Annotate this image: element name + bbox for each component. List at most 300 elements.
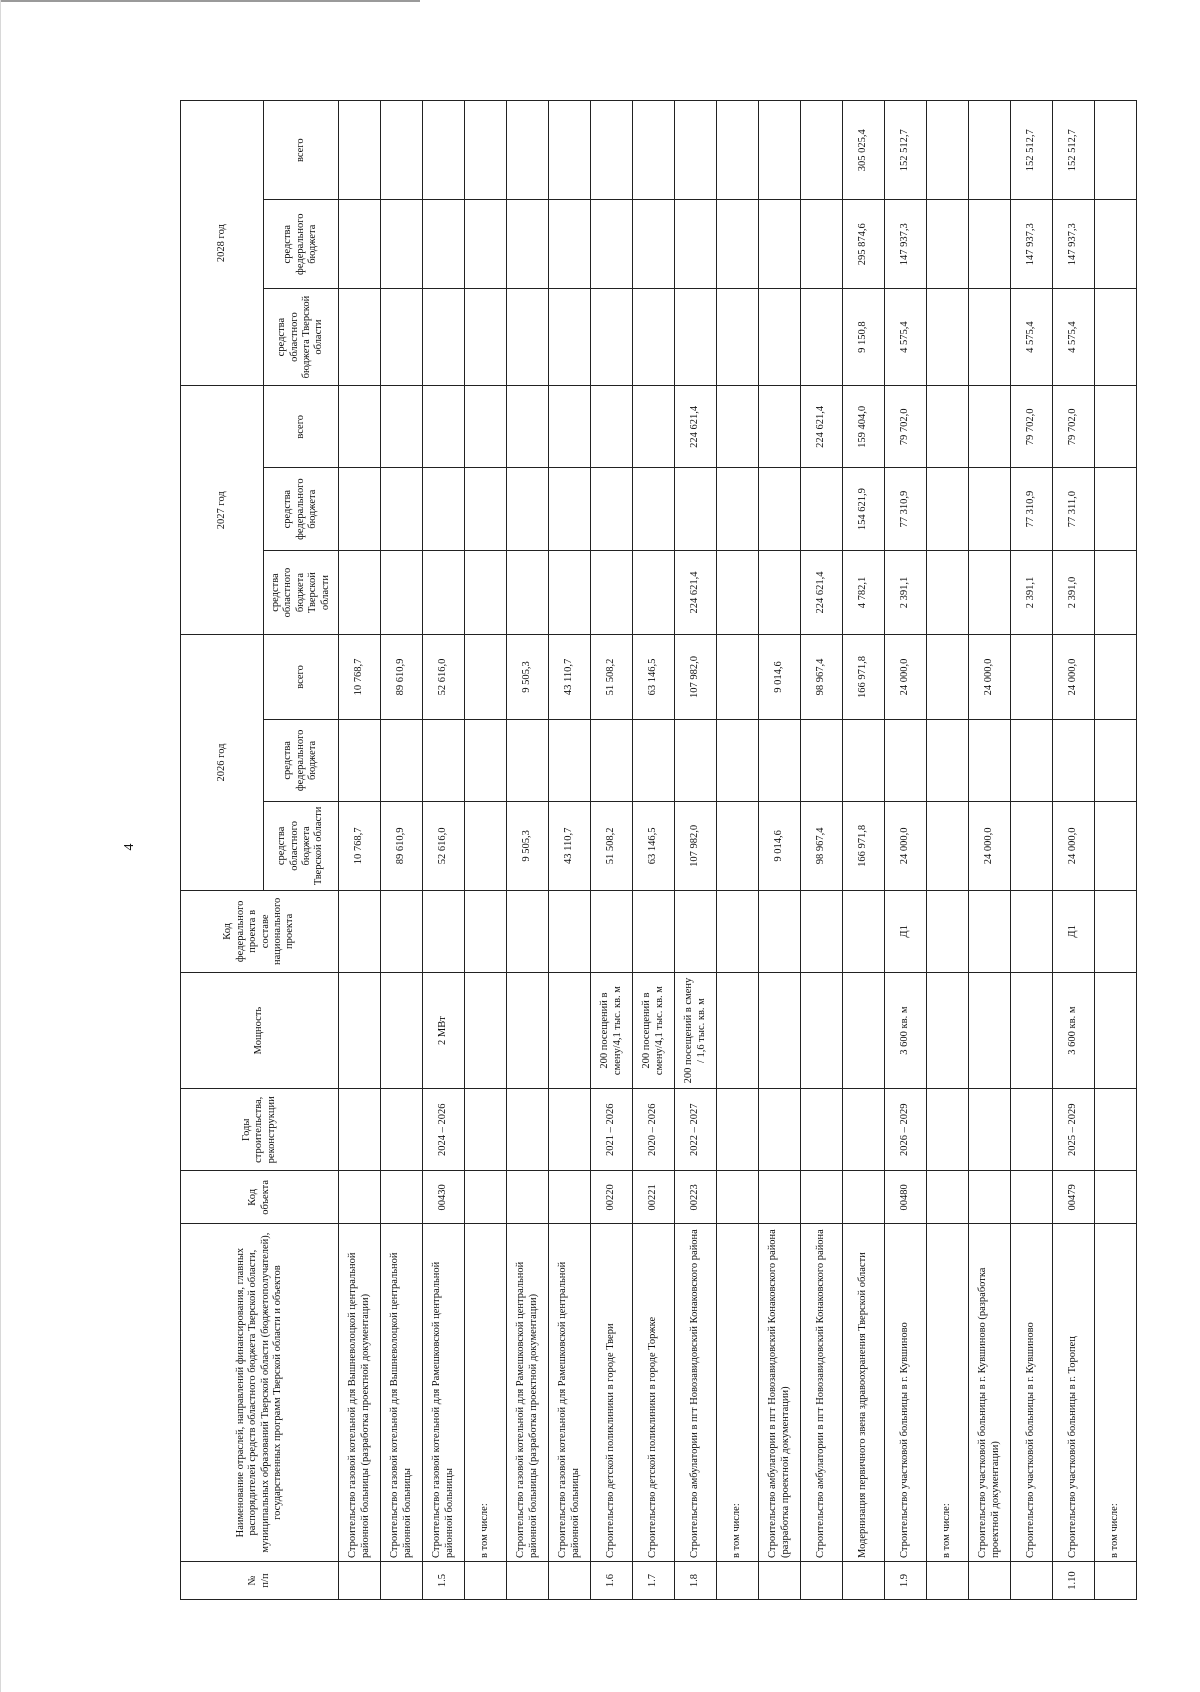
header-2026-regional: средства областного бюджета Тверской области — [264, 802, 339, 891]
row-number — [549, 1562, 591, 1600]
rotated-page-content — [180, 100, 1137, 1600]
row-capacity — [927, 973, 969, 1089]
cell-2026-regional: 9 014,6 — [759, 802, 801, 891]
row-name: Строительство газовой котельной для Вышневолоцкой центральной районной больницы — [381, 1224, 423, 1562]
row-number — [381, 1562, 423, 1600]
row-years: 2025 – 2029 — [1053, 1089, 1095, 1171]
row-name: Строительство газовой котельной для Рамешковской центральной районной больницы — [423, 1224, 465, 1562]
table-row — [801, 101, 843, 1600]
row-object-code: 00223 — [675, 1171, 717, 1224]
cell-2028-regional: 4 575,4 — [885, 289, 927, 386]
row-capacity — [717, 973, 759, 1089]
cell-2026-total: 51 508,2 — [591, 635, 633, 719]
row-name: в том числе: — [1095, 1224, 1137, 1562]
row-object-code: 00430 — [423, 1171, 465, 1224]
cell-2026-total: 52 616,0 — [423, 635, 465, 719]
cell-2027-total: 224 621,4 — [801, 386, 843, 468]
cell-2026-federal — [339, 719, 381, 801]
cell-2028-total — [927, 101, 969, 200]
row-project-code — [843, 890, 885, 972]
row-capacity — [1095, 973, 1137, 1089]
row-object-code — [549, 1171, 591, 1224]
header-year-2026: 2026 год — [181, 635, 264, 890]
row-object-code — [843, 1171, 885, 1224]
table-row — [507, 101, 549, 1600]
row-project-code — [1095, 890, 1137, 972]
header-year-2027: 2027 год — [181, 386, 264, 635]
cell-2026-total — [927, 635, 969, 719]
row-project-code: Д1 — [885, 890, 927, 972]
cell-2027-total: 79 702,0 — [885, 386, 927, 468]
cell-2026-federal — [717, 719, 759, 801]
header-2026-total: всего — [264, 635, 339, 719]
cell-2026-federal — [675, 719, 717, 801]
cell-2028-total — [591, 101, 633, 200]
cell-2028-regional — [507, 289, 549, 386]
row-years — [969, 1089, 1011, 1171]
cell-2027-total — [633, 386, 675, 468]
row-number — [717, 1562, 759, 1600]
row-name: Строительство участковой больницы в г. Кувшиново (разработка проектной документации) — [969, 1224, 1011, 1562]
cell-2026-regional: 24 000,0 — [1053, 802, 1095, 891]
row-project-code — [675, 890, 717, 972]
cell-2028-total — [675, 101, 717, 200]
cell-2026-total: 9 505,3 — [507, 635, 549, 719]
cell-2028-federal: 147 937,3 — [885, 200, 927, 289]
cell-2027-total — [423, 386, 465, 468]
cell-2028-regional — [969, 289, 1011, 386]
row-object-code — [1011, 1171, 1053, 1224]
cell-2028-total — [759, 101, 801, 200]
cell-2027-regional: 224 621,4 — [675, 550, 717, 634]
cell-2027-federal — [633, 468, 675, 550]
cell-2026-federal — [843, 719, 885, 801]
header-capacity: Мощность — [181, 973, 339, 1089]
row-project-code — [633, 890, 675, 972]
cell-2026-federal — [633, 719, 675, 801]
row-project-code — [591, 890, 633, 972]
cell-2026-federal — [381, 719, 423, 801]
cell-2027-federal — [591, 468, 633, 550]
header-project-code: Код федерального проекта в составе национального проекта — [181, 890, 339, 972]
table-row — [843, 101, 885, 1600]
row-capacity — [549, 973, 591, 1089]
cell-2027-regional — [717, 550, 759, 634]
cell-2026-total — [1011, 635, 1053, 719]
cell-2027-federal — [759, 468, 801, 550]
row-project-code — [759, 890, 801, 972]
cell-2028-total — [465, 101, 507, 200]
header-years: Годы строительства, реконструкции — [181, 1089, 339, 1171]
cell-2026-total: 107 982,0 — [675, 635, 717, 719]
header-2028-regional: средства областного бюджета Тверской области — [264, 289, 339, 386]
row-object-code — [507, 1171, 549, 1224]
cell-2028-federal — [507, 200, 549, 289]
row-project-code: Д1 — [1053, 890, 1095, 972]
row-object-code: 00220 — [591, 1171, 633, 1224]
row-years: 2021 – 2026 — [591, 1089, 633, 1171]
row-name: Строительство участковой больницы в г. Кувшиново — [1011, 1224, 1053, 1562]
cell-2026-federal — [591, 719, 633, 801]
table-row — [381, 101, 423, 1600]
scan-edge-left — [0, 0, 1, 1692]
cell-2026-regional — [1095, 802, 1137, 891]
cell-2028-federal — [423, 200, 465, 289]
cell-2026-total: 24 000,0 — [885, 635, 927, 719]
cell-2026-total — [717, 635, 759, 719]
cell-2028-federal: 147 937,3 — [1053, 200, 1095, 289]
cell-2026-federal — [969, 719, 1011, 801]
header-object-code: Код объекта — [181, 1171, 339, 1224]
cell-2027-regional: 2 391,1 — [1011, 550, 1053, 634]
cell-2028-total — [1095, 101, 1137, 200]
cell-2028-federal — [339, 200, 381, 289]
cell-2028-federal: 147 937,3 — [1011, 200, 1053, 289]
cell-2027-regional — [591, 550, 633, 634]
row-name: Строительство газовой котельной для Вышневолоцкой центральной районной больницы (разработка проектной документации) — [339, 1224, 381, 1562]
table-row — [969, 101, 1011, 1600]
cell-2026-total — [1095, 635, 1137, 719]
row-name: Строительство амбулатории в пгт Новозавидовский Конаковского района — [675, 1224, 717, 1562]
cell-2026-regional: 52 616,0 — [423, 802, 465, 891]
row-name: в том числе: — [717, 1224, 759, 1562]
table-row — [339, 101, 381, 1600]
cell-2027-total: 79 702,0 — [1053, 386, 1095, 468]
row-project-code — [969, 890, 1011, 972]
cell-2028-total — [549, 101, 591, 200]
cell-2028-regional — [465, 289, 507, 386]
cell-2028-federal — [633, 200, 675, 289]
cell-2028-regional — [381, 289, 423, 386]
row-object-code — [339, 1171, 381, 1224]
header-2028-total: всего — [264, 101, 339, 200]
row-capacity: 2 МВт — [423, 973, 465, 1089]
cell-2026-regional — [465, 802, 507, 891]
cell-2028-total — [381, 101, 423, 200]
table-row — [759, 101, 801, 1600]
row-number — [759, 1562, 801, 1600]
row-years: 2026 – 2029 — [885, 1089, 927, 1171]
row-number — [507, 1562, 549, 1600]
cell-2027-regional — [633, 550, 675, 634]
row-object-code: 00479 — [1053, 1171, 1095, 1224]
row-number — [801, 1562, 843, 1600]
row-number: 1.9 — [885, 1562, 927, 1600]
cell-2026-regional: 43 110,7 — [549, 802, 591, 891]
cell-2027-federal — [1095, 468, 1137, 550]
cell-2026-total: 24 000,0 — [1053, 635, 1095, 719]
cell-2028-federal — [465, 200, 507, 289]
cell-2028-federal — [801, 200, 843, 289]
cell-2027-total — [507, 386, 549, 468]
row-name: Строительство газовой котельной для Рамешковской центральной районной больницы — [549, 1224, 591, 1562]
row-number: 1.8 — [675, 1562, 717, 1600]
table-row — [423, 101, 465, 1600]
cell-2027-total — [381, 386, 423, 468]
row-object-code — [381, 1171, 423, 1224]
cell-2027-total — [717, 386, 759, 468]
cell-2027-regional — [969, 550, 1011, 634]
cell-2028-federal: 295 874,6 — [843, 200, 885, 289]
cell-2027-regional: 2 391,0 — [1053, 550, 1095, 634]
row-project-code — [381, 890, 423, 972]
cell-2028-federal — [591, 200, 633, 289]
cell-2028-total: 152 512,7 — [1053, 101, 1095, 200]
cell-2026-regional: 10 768,7 — [339, 802, 381, 891]
row-project-code — [927, 890, 969, 972]
cell-2027-total: 79 702,0 — [1011, 386, 1053, 468]
row-name: Строительство детской поликлиники в городе Торжке — [633, 1224, 675, 1562]
row-capacity: 3 600 кв. м — [885, 973, 927, 1089]
row-years — [717, 1089, 759, 1171]
cell-2027-total — [759, 386, 801, 468]
cell-2027-total — [1095, 386, 1137, 468]
row-project-code — [465, 890, 507, 972]
cell-2028-total — [801, 101, 843, 200]
cell-2027-federal — [675, 468, 717, 550]
cell-2027-federal — [507, 468, 549, 550]
page-number: 4 — [122, 843, 137, 851]
cell-2027-regional — [339, 550, 381, 634]
cell-2028-federal — [759, 200, 801, 289]
cell-2026-regional — [927, 802, 969, 891]
row-project-code — [1011, 890, 1053, 972]
cell-2028-total — [339, 101, 381, 200]
row-capacity: 200 посещений в смену / 1,6 тыс. кв. м — [675, 973, 717, 1089]
row-object-code — [927, 1171, 969, 1224]
cell-2026-total: 24 000,0 — [969, 635, 1011, 719]
row-years — [1011, 1089, 1053, 1171]
cell-2028-regional — [759, 289, 801, 386]
cell-2026-regional: 63 146,5 — [633, 802, 675, 891]
row-capacity: 200 посещений в смену/4,1 тыс. кв. м — [591, 973, 633, 1089]
cell-2027-regional — [549, 550, 591, 634]
row-name: в том числе: — [465, 1224, 507, 1562]
row-number: 1.5 — [423, 1562, 465, 1600]
cell-2028-regional — [423, 289, 465, 386]
cell-2026-total: 98 967,4 — [801, 635, 843, 719]
row-project-code — [507, 890, 549, 972]
row-years: 2020 – 2026 — [633, 1089, 675, 1171]
table-row — [633, 101, 675, 1600]
row-name: Строительство участковой больницы в г. Кувшиново — [885, 1224, 927, 1562]
cell-2027-federal: 154 621,9 — [843, 468, 885, 550]
cell-2027-federal — [801, 468, 843, 550]
cell-2028-federal — [969, 200, 1011, 289]
row-years — [927, 1089, 969, 1171]
row-name: Строительство детской поликлиники в городе Твери — [591, 1224, 633, 1562]
table-row — [885, 101, 927, 1600]
cell-2027-regional: 4 782,1 — [843, 550, 885, 634]
table-row — [1053, 101, 1095, 1600]
cell-2028-regional — [591, 289, 633, 386]
row-project-code — [423, 890, 465, 972]
cell-2027-total: 224 621,4 — [675, 386, 717, 468]
cell-2026-federal — [507, 719, 549, 801]
row-capacity — [1011, 973, 1053, 1089]
cell-2027-regional — [759, 550, 801, 634]
cell-2028-regional — [549, 289, 591, 386]
cell-2028-regional: 4 575,4 — [1011, 289, 1053, 386]
cell-2027-federal — [381, 468, 423, 550]
cell-2026-regional: 24 000,0 — [969, 802, 1011, 891]
cell-2028-federal — [1095, 200, 1137, 289]
row-number: 1.10 — [1053, 1562, 1095, 1600]
cell-2027-federal — [969, 468, 1011, 550]
row-object-code: 00480 — [885, 1171, 927, 1224]
cell-2028-total — [633, 101, 675, 200]
table-row — [549, 101, 591, 1600]
cell-2026-total: 10 768,7 — [339, 635, 381, 719]
cell-2027-total — [927, 386, 969, 468]
table-body — [339, 101, 1137, 1600]
row-name: Строительство участковой больницы в г. Торопец — [1053, 1224, 1095, 1562]
cell-2026-federal — [1053, 719, 1095, 801]
row-years — [381, 1089, 423, 1171]
row-years — [801, 1089, 843, 1171]
row-capacity — [843, 973, 885, 1089]
cell-2028-regional — [717, 289, 759, 386]
cell-2028-total: 152 512,7 — [1011, 101, 1053, 200]
row-capacity — [465, 973, 507, 1089]
table-row — [1011, 101, 1053, 1600]
cell-2028-total — [969, 101, 1011, 200]
cell-2026-federal — [885, 719, 927, 801]
cell-2028-total — [717, 101, 759, 200]
row-object-code — [759, 1171, 801, 1224]
row-years — [759, 1089, 801, 1171]
cell-2026-total: 43 110,7 — [549, 635, 591, 719]
row-object-code — [465, 1171, 507, 1224]
row-number: 1.7 — [633, 1562, 675, 1600]
cell-2026-regional: 9 505,3 — [507, 802, 549, 891]
cell-2027-regional — [423, 550, 465, 634]
table-row — [717, 101, 759, 1600]
budget-table — [180, 100, 1137, 1600]
row-object-code: 00221 — [633, 1171, 675, 1224]
cell-2027-federal: 77 310,9 — [1011, 468, 1053, 550]
cell-2027-federal — [465, 468, 507, 550]
row-name: Строительство амбулатории в пгт Новозавидовский Конаковского района (разработка проектной документации) — [759, 1224, 801, 1562]
cell-2028-regional: 9 150,8 — [843, 289, 885, 386]
cell-2026-federal — [465, 719, 507, 801]
header-2027-total: всего — [264, 386, 339, 468]
row-capacity — [759, 973, 801, 1089]
row-years — [507, 1089, 549, 1171]
header-2027-regional: средства областного бюджета Тверской области — [264, 550, 339, 634]
cell-2027-federal — [423, 468, 465, 550]
cell-2027-total: 159 404,0 — [843, 386, 885, 468]
row-capacity — [381, 973, 423, 1089]
cell-2027-regional — [381, 550, 423, 634]
row-years — [1095, 1089, 1137, 1171]
row-years — [465, 1089, 507, 1171]
header-name: Наименование отраслей, направлений финансирования, главных распорядителей средств областного бюджета Тверской области, муниципальных образований Тверской области (бюджетополучателей), государственных программ Тверской области и объектов — [181, 1224, 339, 1562]
cell-2028-total — [423, 101, 465, 200]
cell-2027-total — [339, 386, 381, 468]
cell-2026-federal — [423, 719, 465, 801]
cell-2028-total — [507, 101, 549, 200]
row-capacity — [507, 973, 549, 1089]
cell-2027-total — [549, 386, 591, 468]
row-project-code — [801, 890, 843, 972]
cell-2028-total: 152 512,7 — [885, 101, 927, 200]
cell-2027-regional — [927, 550, 969, 634]
cell-2027-total — [591, 386, 633, 468]
cell-2026-federal — [1011, 719, 1053, 801]
cell-2026-regional: 89 610,9 — [381, 802, 423, 891]
table-row — [591, 101, 633, 1600]
table-row — [927, 101, 969, 1600]
cell-2027-regional — [507, 550, 549, 634]
cell-2028-regional — [927, 289, 969, 386]
table-row — [675, 101, 717, 1600]
cell-2026-regional — [717, 802, 759, 891]
cell-2026-regional: 98 967,4 — [801, 802, 843, 891]
cell-2028-federal — [675, 200, 717, 289]
cell-2028-regional — [675, 289, 717, 386]
row-object-code — [801, 1171, 843, 1224]
cell-2028-federal — [717, 200, 759, 289]
cell-2028-total: 305 025,4 — [843, 101, 885, 200]
row-name: в том числе: — [927, 1224, 969, 1562]
row-number — [1095, 1562, 1137, 1600]
cell-2026-total: 89 610,9 — [381, 635, 423, 719]
row-project-code — [339, 890, 381, 972]
row-years: 2024 – 2026 — [423, 1089, 465, 1171]
cell-2028-regional — [1095, 289, 1137, 386]
cell-2028-federal — [549, 200, 591, 289]
cell-2026-regional: 166 971,8 — [843, 802, 885, 891]
table-row — [465, 101, 507, 1600]
row-years — [339, 1089, 381, 1171]
row-number — [927, 1562, 969, 1600]
cell-2026-federal — [759, 719, 801, 801]
cell-2028-federal — [381, 200, 423, 289]
row-number — [465, 1562, 507, 1600]
row-capacity: 200 посещений в смену/4,1 тыс. кв. м — [633, 973, 675, 1089]
row-name: Строительство амбулатории в пгт Новозавидовский Конаковского района — [801, 1224, 843, 1562]
cell-2026-total: 9 014,6 — [759, 635, 801, 719]
row-number — [843, 1562, 885, 1600]
cell-2027-federal — [549, 468, 591, 550]
cell-2027-federal: 77 311,0 — [1053, 468, 1095, 550]
cell-2026-federal — [801, 719, 843, 801]
cell-2026-regional: 24 000,0 — [885, 802, 927, 891]
row-number — [969, 1562, 1011, 1600]
header-year-2028: 2028 год — [181, 101, 264, 386]
row-years — [549, 1089, 591, 1171]
cell-2027-regional — [465, 550, 507, 634]
cell-2028-regional: 4 575,4 — [1053, 289, 1095, 386]
cell-2026-total — [465, 635, 507, 719]
cell-2027-federal — [927, 468, 969, 550]
row-number: 1.6 — [591, 1562, 633, 1600]
cell-2026-federal — [1095, 719, 1137, 801]
row-project-code — [549, 890, 591, 972]
row-number — [339, 1562, 381, 1600]
cell-2027-regional — [1095, 550, 1137, 634]
row-years: 2022 – 2027 — [675, 1089, 717, 1171]
header-no: № п/п — [181, 1562, 339, 1600]
cell-2026-federal — [549, 719, 591, 801]
scan-edge — [0, 0, 420, 2]
row-capacity — [339, 973, 381, 1089]
cell-2026-total: 166 971,8 — [843, 635, 885, 719]
row-object-code — [1095, 1171, 1137, 1224]
cell-2027-regional: 2 391,1 — [885, 550, 927, 634]
cell-2027-total — [465, 386, 507, 468]
